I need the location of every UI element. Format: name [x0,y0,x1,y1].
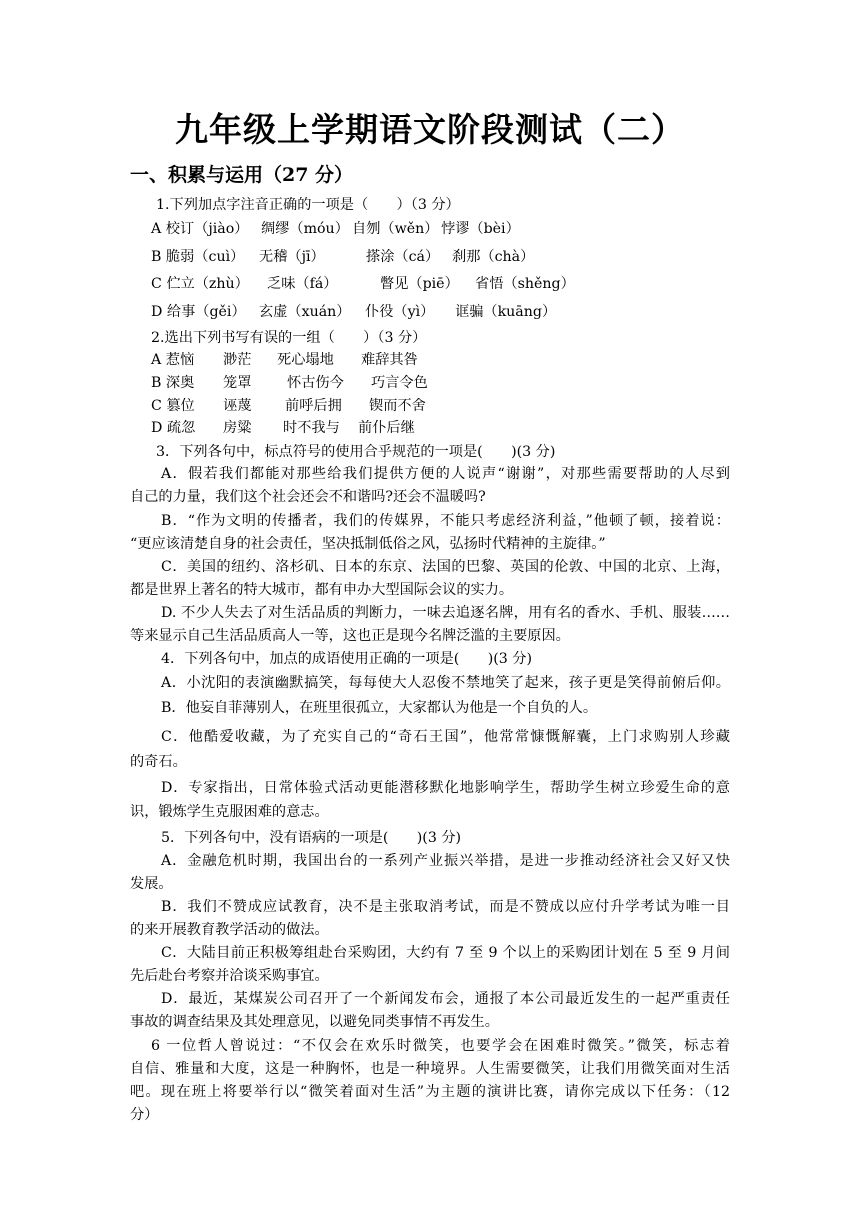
option-item: 死心塌地 [277,352,334,368]
question-5-option-d-line1: D．最近，某煤炭公司召开了一个新闻发布会，通报了本公司最近发生的一起严重责任 [161,991,730,1007]
option-item: 刹那（chà） [452,249,535,265]
question-5-option-a-line2: 发展。 [130,876,173,892]
question-4-stem: 4．下列各句中，加点的成语使用正确的一项是( )(3 分) [161,651,533,667]
option-item: 省悟（shěng） [475,276,575,292]
question-1-option-b [151,248,534,266]
question-4-option-b-line1: B．他妄自菲薄别人，在班里很孤立，大家都认为他是一个自负的人。 [161,700,598,716]
question-4-option-c-line1: C．他酷爱收藏，为了充实自己的“奇石王国”，他常常慷慨解囊，上门求购别人珍藏 [161,729,730,745]
option-item: 仆役（yì） [365,304,435,320]
option-item: 乏味（fá） [267,276,338,292]
question-1-option-a [151,220,520,238]
question-5-option-b-line2: 的来开展教育教学活动的做法。 [130,922,329,938]
option-item: 房粱 [223,420,252,436]
question-3-option-d-line2: 等来显示自己生活品质高人一等，这也正是现今名牌泛滥的主要原因。 [130,628,570,644]
page-title: 九年级上学期语文阶段测试（二） [175,110,685,149]
option-item: 怀古伤今 [287,375,344,391]
option-item: 诬蔑 [223,398,252,414]
section-heading: 一、积累与运用（27 分） [130,164,354,186]
question-2-option-c [151,397,426,415]
question-4-option-d-line2: 识，锻炼学生克服困难的意志。 [130,804,329,820]
question-6-line1: 6 一位哲人曾说过：“不仅会在欢乐时微笑，也要学会在困难时微笑。”微笑，标志着 [151,1038,730,1054]
option-item: 笼罩 [223,375,252,391]
question-6-line2: 自信、雅量和大度，这是一种胸怀，也是一种境界。人生需要微笑，让我们用微笑面对生活 [130,1061,730,1077]
question-5-option-d-line2: 事故的调查结果及其处理意见，以避免同类事情不再发生。 [130,1014,499,1030]
question-3-option-b-line2: “更应该清楚自身的社会责任，坚决抵制低俗之风，弘扬时代精神的主旋律。” [130,536,606,552]
option-item: 搽涂（cá） [366,249,440,265]
question-2-option-b [151,374,428,392]
question-3-option-a-line1: A．假若我们都能对那些给我们提供方便的人说声“谢谢”，对那些需要帮助的人尽到 [161,466,730,482]
option-item: 前呼后拥 [285,398,342,414]
question-6-line3: 吧。现在班上将要举行以“微笑着面对生活”为主题的演讲比赛，请你完成以下任务：（12 [130,1084,730,1100]
option-item: 无稽（jī） [259,249,325,265]
question-5-option-a-line1: A．金融危机时期，我国出台的一系列产业振兴举措，是进一步推动经济社会又好又快 [161,853,730,869]
question-4-option-c-line2: 的奇石。 [130,754,187,770]
question-3-option-b-line1: B．“作为文明的传播者，我们的传媒界，不能只考虑经济利益，”他顿了顿，接着说： [161,513,730,529]
option-item: 瞥见（piē） [380,276,459,292]
option-item: 难辞其咎 [361,352,418,368]
option-item: D 给事（gěi） [151,304,246,320]
question-4-option-a-line1: A．小沈阳的表演幽默搞笑，每每使大人忍俊不禁地笑了起来，孩子更是笑得前俯后仰。 [161,675,730,691]
question-5-option-c-line1: C．大陆目前正积极筹组赴台采购团，大约有 7 至 9 个以上的采购团计划在 5 至 9 月间 [161,945,730,961]
option-item: B 脆弱（cuì） [151,249,245,265]
option-item: 渺茫 [223,352,252,368]
option-item: 玄虚（xuán） [259,304,351,320]
option-item: A 校订（jiào） [151,221,249,237]
question-3-stem: 3．下列各句中，标点符号的使用合乎规范的一项是( )(3 分) [156,444,556,460]
option-item: 自刎（wěn） [352,221,439,237]
option-item: 前仆后继 [358,420,415,436]
question-3-option-c-line1: C．美国的纽约、洛杉矶、日本的东京、法国的巴黎、英国的伦敦、中国的北京、上海， [161,559,730,575]
question-2-stem: 2.选出下列书写有误的一组（ ）（3 分） [151,330,427,346]
option-item: 巧言令色 [371,375,428,391]
question-1-stem: 1.下列加点字注音正确的一项是（ ）（3 分） [156,197,460,213]
option-item: C 篡位 [151,398,195,414]
question-3-option-a-line2: 自己的力量，我们这个社会还会不和谐吗?还会不温暖吗? [130,489,486,505]
question-3-option-d-line1: D. 不少人失去了对生活品质的判断力，一味去追逐名牌，用有名的香水、手机、服装…… [161,605,730,621]
question-1-option-c [151,275,575,293]
option-item: 诓骗（kuāng） [455,304,557,320]
option-item: 绸缪（móu） [261,221,349,237]
option-item: D 疏忽 [151,420,196,436]
question-5-option-c-line2: 先后赴台考察并洽谈采购事宜。 [130,968,329,984]
question-2-option-d [151,419,415,437]
question-5-stem: 5．下列各句中，没有语病的一项是( )(3 分) [161,830,462,846]
option-item: 悖谬（bèi） [441,221,520,237]
question-1-option-d [151,303,556,321]
option-item: 锲而不舍 [369,398,426,414]
question-2-option-a [151,351,418,369]
option-item: B 深奥 [151,375,195,391]
option-item: A 惹恼 [151,352,195,368]
option-item: 时不我与 [283,420,340,436]
question-5-option-b-line1: B．我们不赞成应试教育，决不是主张取消考试，而是不赞成以应付升学考试为唯一目 [161,899,730,915]
question-6-line4: 分） [130,1107,159,1123]
option-item: C 伫立（zhù） [151,276,249,292]
question-3-option-c-line2: 都是世界上著名的特大城市，都有申办大型国际会议的实力。 [130,582,514,598]
question-4-option-d-line1: D．专家指出，日常体验式活动更能潜移默化地影响学生，帮助学生树立珍爱生命的意 [161,780,730,796]
